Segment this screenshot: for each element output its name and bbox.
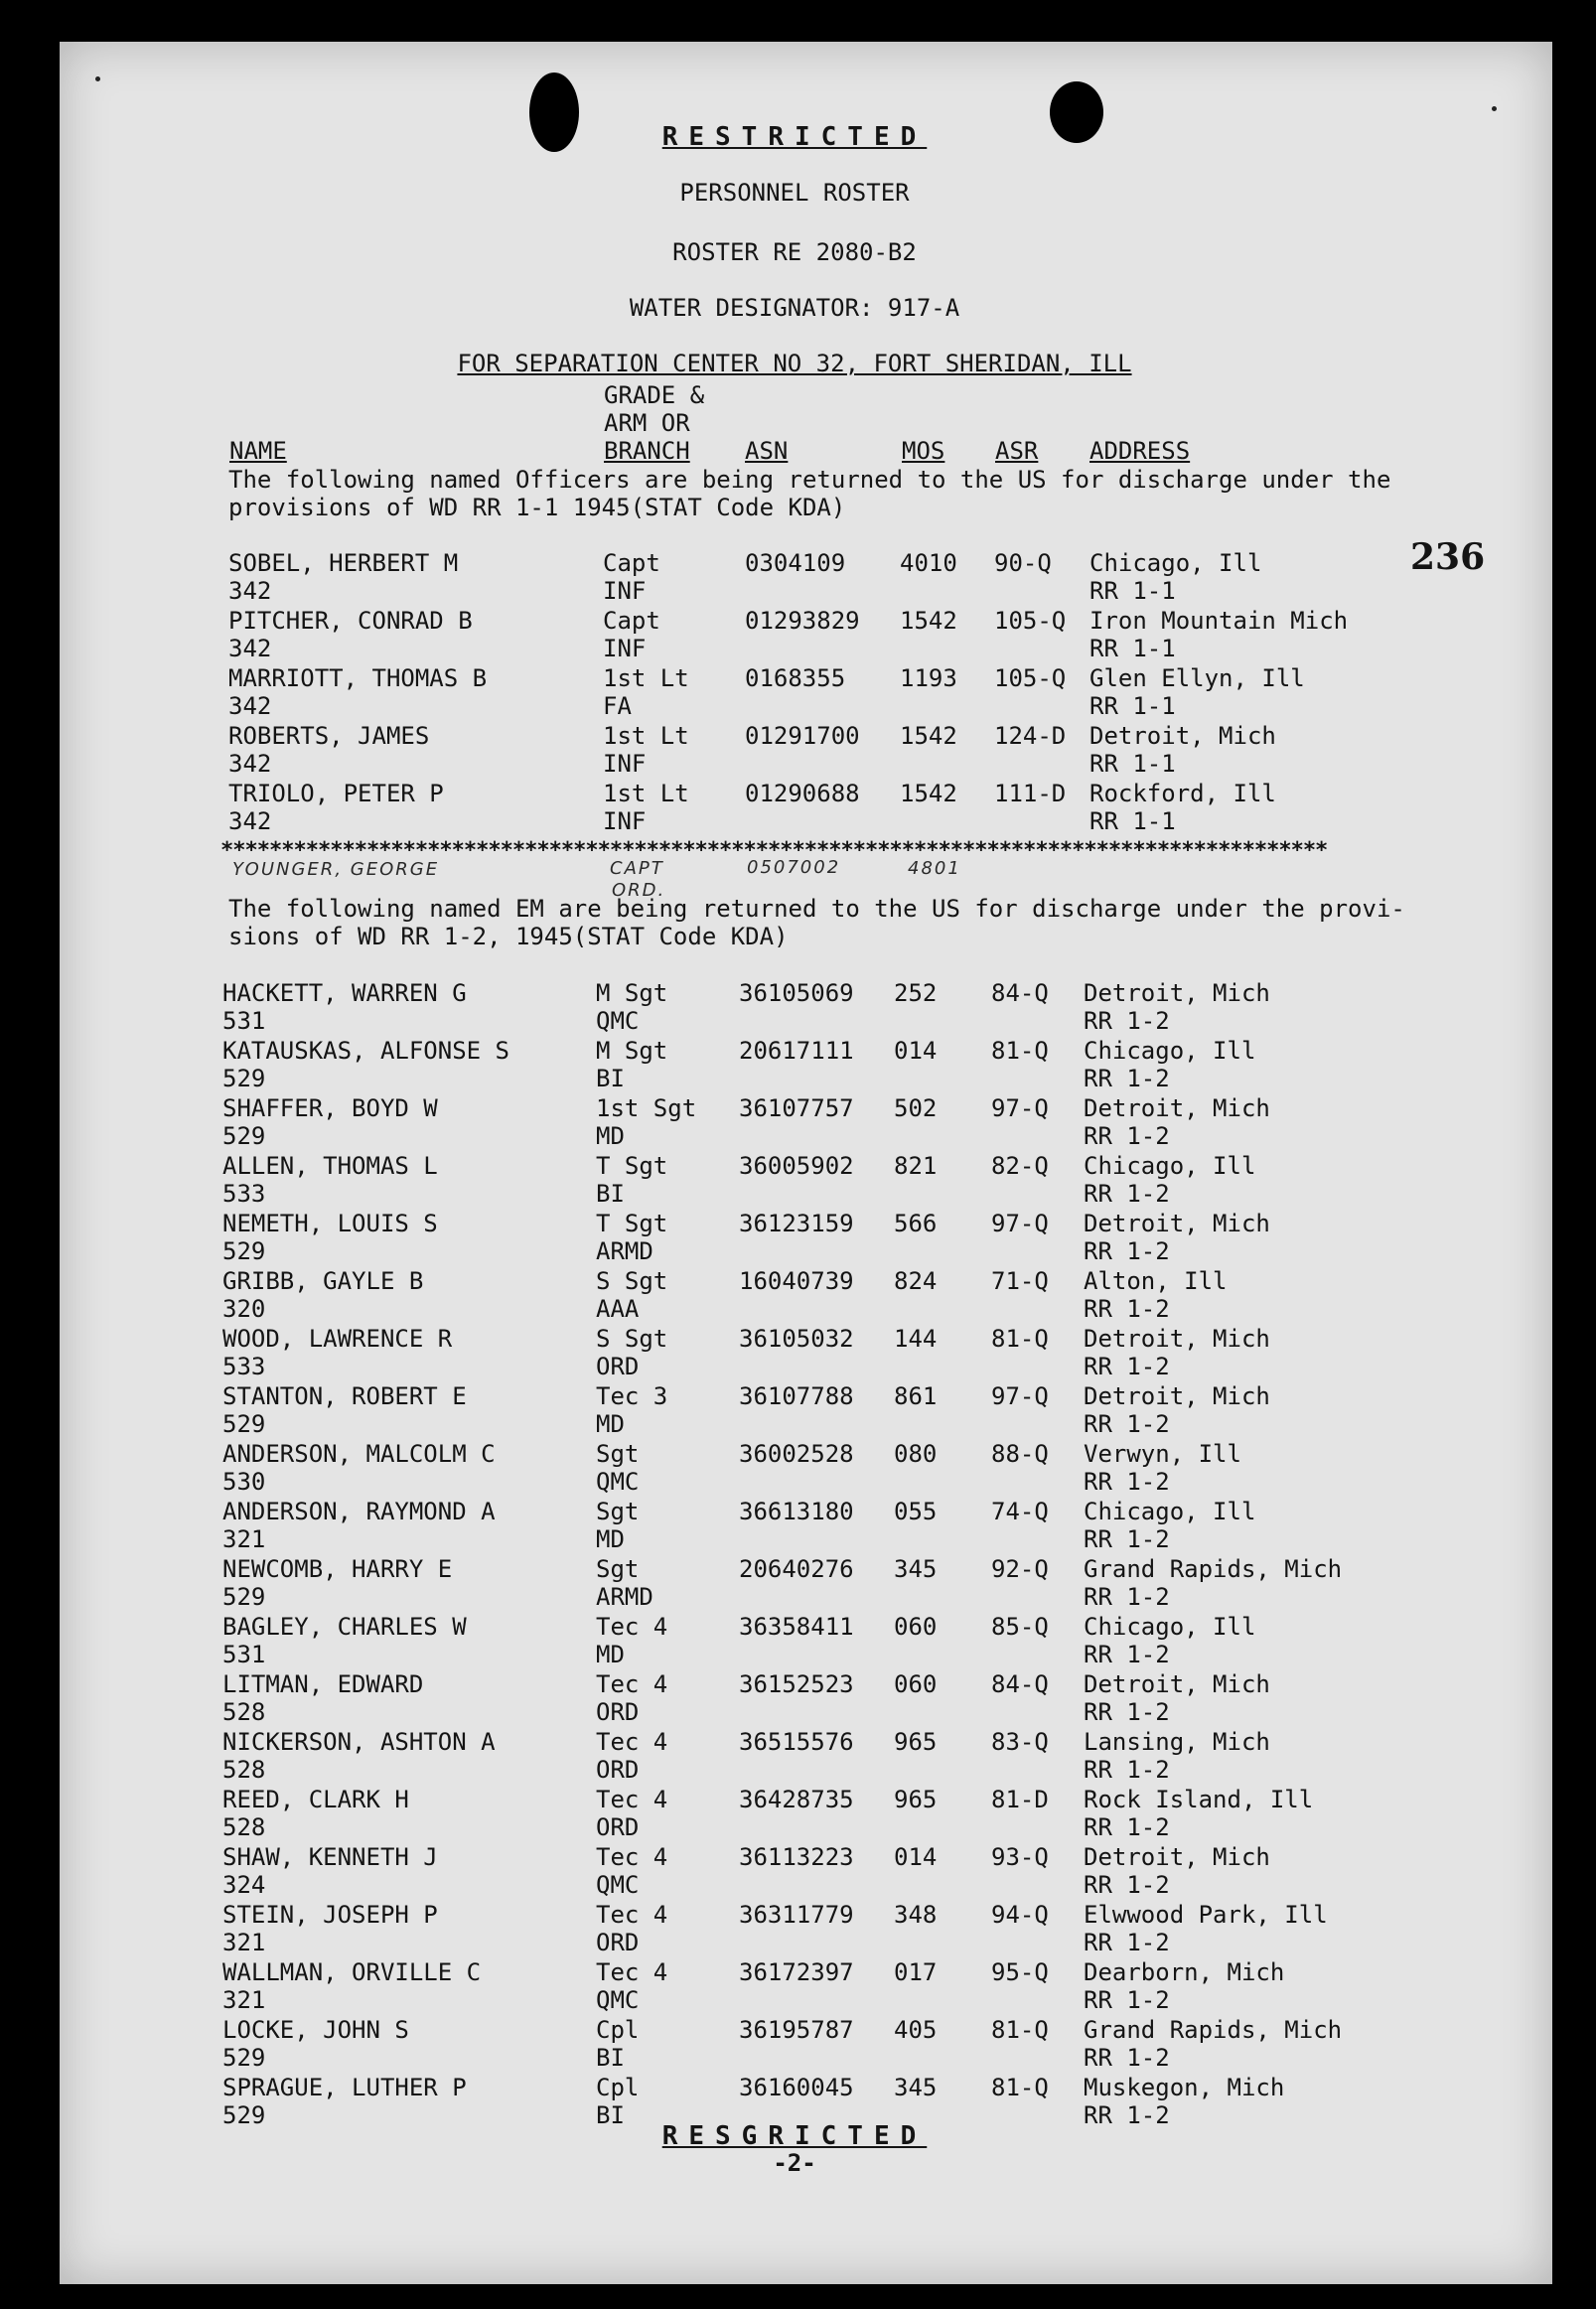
person-name: STEIN, JOSEPH P [222, 1901, 438, 1929]
grade: 1st Sgt [596, 1094, 697, 1122]
serial-number: 36002528 [739, 1440, 854, 1468]
rr-code: RR 1-1 [1089, 692, 1176, 720]
unit-code: 342 [228, 807, 272, 835]
grade: Cpl [596, 2016, 640, 2044]
grade: Capt [603, 607, 660, 635]
asr-score: 83-Q [991, 1728, 1049, 1756]
classification-header: RESTRICTED [661, 122, 928, 152]
asr-score: 81-Q [991, 1037, 1049, 1065]
rr-code: RR 1-1 [1089, 807, 1176, 835]
asr-score: 71-Q [991, 1267, 1049, 1295]
home-address: Detroit, Mich [1084, 979, 1270, 1007]
person-name: SPRAGUE, LUTHER P [222, 2074, 467, 2101]
handwritten-asn: 0507002 [747, 857, 841, 878]
home-address: Rockford, Ill [1089, 780, 1276, 807]
mos-code: 824 [894, 1267, 938, 1295]
rr-code: RR 1-2 [1084, 1641, 1170, 1668]
unit-code: 342 [228, 750, 272, 778]
grade: Sgt [596, 1440, 640, 1468]
unit-code: 342 [228, 692, 272, 720]
handwritten-name: YOUNGER, GEORGE [232, 859, 440, 880]
person-name: HACKETT, WARREN G [222, 979, 467, 1007]
home-address: Verwyn, Ill [1084, 1440, 1241, 1468]
asr-score: 85-Q [991, 1613, 1049, 1641]
grade: Tec 4 [596, 1728, 668, 1756]
rr-code: RR 1-2 [1084, 1698, 1170, 1726]
serial-number: 36160045 [739, 2074, 854, 2101]
serial-number: 36152523 [739, 1670, 854, 1698]
person-name: SHAFFER, BOYD W [222, 1094, 438, 1122]
serial-number: 36172397 [739, 1958, 854, 1986]
column-header-asr: ASR [995, 437, 1039, 465]
home-address: Grand Rapids, Mich [1084, 1555, 1343, 1583]
home-address: Chicago, Ill [1089, 549, 1262, 577]
branch: BI [596, 2101, 625, 2129]
mos-code: 965 [894, 1728, 938, 1756]
home-address: Chicago, Ill [1084, 1613, 1256, 1641]
unit-code: 528 [222, 1813, 266, 1841]
mos-code: 144 [894, 1325, 938, 1353]
home-address: Detroit, Mich [1084, 1094, 1270, 1122]
asr-score: 81-Q [991, 1325, 1049, 1353]
unit-code: 529 [222, 1122, 266, 1150]
grade: 1st Lt [603, 722, 689, 750]
rr-code: RR 1-2 [1084, 1525, 1170, 1553]
branch: ORD [596, 1929, 640, 1956]
grade: Tec 3 [596, 1382, 668, 1410]
person-name: TRIOLO, PETER P [228, 780, 444, 807]
page-number: -2- [773, 2149, 816, 2177]
rr-code: RR 1-2 [1084, 1065, 1170, 1092]
rr-code: RR 1-2 [1084, 1237, 1170, 1265]
branch: MD [596, 1525, 625, 1553]
mos-code: 060 [894, 1670, 938, 1698]
grade: S Sgt [596, 1267, 668, 1295]
mos-code: 017 [894, 1958, 938, 1986]
person-name: REED, CLARK H [222, 1786, 409, 1813]
unit-code: 533 [222, 1180, 266, 1208]
unit-code: 529 [222, 1065, 266, 1092]
grade: Tec 4 [596, 1958, 668, 1986]
mos-code: 348 [894, 1901, 938, 1929]
asr-score: 94-Q [991, 1901, 1049, 1929]
mos-code: 4010 [900, 549, 957, 577]
branch: ORD [596, 1756, 640, 1784]
rr-code: RR 1-2 [1084, 1813, 1170, 1841]
serial-number: 36613180 [739, 1498, 854, 1525]
serial-number: 0168355 [745, 664, 846, 692]
column-header-grade-3: BRANCH [604, 437, 690, 465]
serial-number: 36515576 [739, 1728, 854, 1756]
destination-line: FOR SEPARATION CENTER NO 32, FORT SHERIDAN, ILL [457, 350, 1132, 377]
home-address: Chicago, Ill [1084, 1037, 1256, 1065]
home-address: Dearborn, Mich [1084, 1958, 1285, 1986]
branch: ORD [596, 1353, 640, 1380]
branch: QMC [596, 1871, 640, 1899]
branch: INF [603, 577, 647, 605]
rr-code: RR 1-2 [1084, 1410, 1170, 1438]
mos-code: 1193 [900, 664, 957, 692]
unit-code: 529 [222, 1583, 266, 1611]
serial-number: 20617111 [739, 1037, 854, 1065]
rr-code: RR 1-1 [1089, 635, 1176, 662]
mos-code: 060 [894, 1613, 938, 1641]
grade: Capt [603, 549, 660, 577]
rr-code: RR 1-1 [1089, 577, 1176, 605]
rr-code: RR 1-1 [1089, 750, 1176, 778]
asr-score: 82-Q [991, 1152, 1049, 1180]
grade: Sgt [596, 1498, 640, 1525]
home-address: Detroit, Mich [1084, 1210, 1270, 1237]
home-address: Detroit, Mich [1084, 1670, 1270, 1698]
person-name: NEMETH, LOUIS S [222, 1210, 438, 1237]
unit-code: 320 [222, 1295, 266, 1323]
rr-code: RR 1-2 [1084, 2044, 1170, 2072]
serial-number: 16040739 [739, 1267, 854, 1295]
unit-code: 529 [222, 2101, 266, 2129]
grade: Cpl [596, 2074, 640, 2101]
column-header-asn: ASN [745, 437, 789, 465]
person-name: BAGLEY, CHARLES W [222, 1613, 467, 1641]
mos-code: 014 [894, 1037, 938, 1065]
mos-code: 1542 [900, 780, 957, 807]
mos-code: 252 [894, 979, 938, 1007]
serial-number: 36123159 [739, 1210, 854, 1237]
mos-code: 014 [894, 1843, 938, 1871]
rr-code: RR 1-2 [1084, 1986, 1170, 2014]
person-name: GRIBB, GAYLE B [222, 1267, 424, 1295]
branch: QMC [596, 1007, 640, 1035]
grade: Sgt [596, 1555, 640, 1583]
branch: INF [603, 807, 647, 835]
unit-code: 321 [222, 1986, 266, 2014]
separator-line: ******************************************************************************************* [220, 840, 1328, 862]
mos-code: 405 [894, 2016, 938, 2044]
unit-code: 530 [222, 1468, 266, 1496]
unit-code: 531 [222, 1007, 266, 1035]
unit-code: 529 [222, 1410, 266, 1438]
person-name: STANTON, ROBERT E [222, 1382, 467, 1410]
unit-code: 321 [222, 1525, 266, 1553]
column-header-grade-2: ARM OR [604, 409, 690, 437]
serial-number: 36107788 [739, 1382, 854, 1410]
serial-number: 36113223 [739, 1843, 854, 1871]
branch: ORD [596, 1813, 640, 1841]
branch: QMC [596, 1986, 640, 2014]
grade: Tec 4 [596, 1843, 668, 1871]
branch: INF [603, 750, 647, 778]
branch: MD [596, 1122, 625, 1150]
column-header-name: NAME [229, 437, 287, 465]
rr-code: RR 1-2 [1084, 1583, 1170, 1611]
asr-score: 74-Q [991, 1498, 1049, 1525]
asr-score: 97-Q [991, 1094, 1049, 1122]
serial-number: 36428735 [739, 1786, 854, 1813]
asr-score: 81-D [991, 1786, 1049, 1813]
unit-code: 529 [222, 1237, 266, 1265]
asr-score: 105-Q [994, 607, 1067, 635]
person-name: WOOD, LAWRENCE R [222, 1325, 453, 1353]
rr-code: RR 1-2 [1084, 2101, 1170, 2129]
mos-code: 1542 [900, 722, 957, 750]
handwritten-branch: ORD. [612, 880, 666, 901]
serial-number: 01291700 [745, 722, 860, 750]
branch: BI [596, 1180, 625, 1208]
home-address: Chicago, Ill [1084, 1152, 1256, 1180]
grade: S Sgt [596, 1325, 668, 1353]
grade: Tec 4 [596, 1670, 668, 1698]
home-address: Rock Island, Ill [1084, 1786, 1314, 1813]
asr-score: 81-Q [991, 2074, 1049, 2101]
mos-code: 055 [894, 1498, 938, 1525]
unit-code: 321 [222, 1929, 266, 1956]
person-name: PITCHER, CONRAD B [228, 607, 473, 635]
home-address: Glen Ellyn, Ill [1089, 664, 1305, 692]
column-header-grade-1: GRADE & [604, 381, 705, 409]
rr-code: RR 1-2 [1084, 1180, 1170, 1208]
serial-number: 36105069 [739, 979, 854, 1007]
page-stamp-number: 236 [1410, 536, 1486, 578]
serial-number: 36105032 [739, 1325, 854, 1353]
handwritten-mos: 4801 [908, 858, 961, 879]
mos-code: 502 [894, 1094, 938, 1122]
document-title: PERSONNEL ROSTER [679, 179, 910, 207]
grade: Tec 4 [596, 1786, 668, 1813]
grade: Tec 4 [596, 1901, 668, 1929]
grade: M Sgt [596, 979, 668, 1007]
mos-code: 965 [894, 1786, 938, 1813]
person-name: NICKERSON, ASHTON A [222, 1728, 496, 1756]
grade: Tec 4 [596, 1613, 668, 1641]
mos-code: 080 [894, 1440, 938, 1468]
serial-number: 20640276 [739, 1555, 854, 1583]
asr-score: 124-D [994, 722, 1067, 750]
person-name: NEWCOMB, HARRY E [222, 1555, 453, 1583]
grade: 1st Lt [603, 664, 689, 692]
serial-number: 36005902 [739, 1152, 854, 1180]
branch: MD [596, 1410, 625, 1438]
asr-score: 88-Q [991, 1440, 1049, 1468]
person-name: ROBERTS, JAMES [228, 722, 430, 750]
asr-score: 84-Q [991, 1670, 1049, 1698]
person-name: LITMAN, EDWARD [222, 1670, 424, 1698]
person-name: ANDERSON, RAYMOND A [222, 1498, 496, 1525]
home-address: Detroit, Mich [1084, 1325, 1270, 1353]
serial-number: 36311779 [739, 1901, 854, 1929]
rr-code: RR 1-2 [1084, 1756, 1170, 1784]
serial-number: 36195787 [739, 2016, 854, 2044]
asr-score: 93-Q [991, 1843, 1049, 1871]
branch: INF [603, 635, 647, 662]
mos-code: 345 [894, 1555, 938, 1583]
serial-number: 0304109 [745, 549, 846, 577]
officers-intro-line2: provisions of WD RR 1-1 1945(STAT Code KDA) [228, 494, 846, 521]
asr-score: 84-Q [991, 979, 1049, 1007]
unit-code: 324 [222, 1871, 266, 1899]
column-header-mos: MOS [902, 437, 945, 465]
roster-number: ROSTER RE 2080-B2 [672, 238, 917, 266]
rr-code: RR 1-2 [1084, 1871, 1170, 1899]
grade: T Sgt [596, 1152, 668, 1180]
unit-code: 533 [222, 1353, 266, 1380]
unit-code: 342 [228, 635, 272, 662]
rr-code: RR 1-2 [1084, 1353, 1170, 1380]
mos-code: 566 [894, 1210, 938, 1237]
person-name: SOBEL, HERBERT M [228, 549, 459, 577]
rr-code: RR 1-2 [1084, 1929, 1170, 1956]
person-name: LOCKE, JOHN S [222, 2016, 409, 2044]
handwritten-grade: CAPT [610, 858, 664, 879]
mos-code: 821 [894, 1152, 938, 1180]
mos-code: 345 [894, 2074, 938, 2101]
officers-intro-line1: The following named Officers are being returned to the US for discharge under the [228, 466, 1391, 494]
asr-score: 92-Q [991, 1555, 1049, 1583]
rr-code: RR 1-2 [1084, 1468, 1170, 1496]
rr-code: RR 1-2 [1084, 1122, 1170, 1150]
asr-score: 95-Q [991, 1958, 1049, 1986]
serial-number: 36358411 [739, 1613, 854, 1641]
home-address: Chicago, Ill [1084, 1498, 1256, 1525]
branch: ORD [596, 1698, 640, 1726]
home-address: Alton, Ill [1084, 1267, 1228, 1295]
home-address: Muskegon, Mich [1084, 2074, 1285, 2101]
asr-score: 111-D [994, 780, 1067, 807]
home-address: Detroit, Mich [1084, 1382, 1270, 1410]
person-name: KATAUSKAS, ALFONSE S [222, 1037, 509, 1065]
branch: AAA [596, 1295, 640, 1323]
asr-score: 105-Q [994, 664, 1067, 692]
unit-code: 529 [222, 2044, 266, 2072]
person-name: ALLEN, THOMAS L [222, 1152, 438, 1180]
unit-code: 528 [222, 1698, 266, 1726]
grade: M Sgt [596, 1037, 668, 1065]
branch: QMC [596, 1468, 640, 1496]
unit-code: 342 [228, 577, 272, 605]
home-address: Detroit, Mich [1089, 722, 1276, 750]
mos-code: 1542 [900, 607, 957, 635]
person-name: WALLMAN, ORVILLE C [222, 1958, 482, 1986]
unit-code: 531 [222, 1641, 266, 1668]
grade: 1st Lt [603, 780, 689, 807]
asr-score: 97-Q [991, 1210, 1049, 1237]
person-name: SHAW, KENNETH J [222, 1843, 438, 1871]
person-name: ANDERSON, MALCOLM C [222, 1440, 496, 1468]
branch: BI [596, 2044, 625, 2072]
asr-score: 81-Q [991, 2016, 1049, 2044]
em-intro-line2: sions of WD RR 1-2, 1945(STAT Code KDA) [228, 923, 789, 950]
branch: FA [603, 692, 632, 720]
home-address: Elwwood Park, Ill [1084, 1901, 1328, 1929]
water-designator: WATER DESIGNATOR: 917-A [629, 294, 960, 322]
home-address: Detroit, Mich [1084, 1843, 1270, 1871]
rr-code: RR 1-2 [1084, 1007, 1170, 1035]
home-address: Iron Mountain Mich [1089, 607, 1349, 635]
branch: ARMD [596, 1583, 653, 1611]
branch: MD [596, 1641, 625, 1668]
rr-code: RR 1-2 [1084, 1295, 1170, 1323]
person-name: MARRIOTT, THOMAS B [228, 664, 488, 692]
asr-score: 97-Q [991, 1382, 1049, 1410]
classification-footer: RESGRICTED [661, 2121, 928, 2151]
serial-number: 01290688 [745, 780, 860, 807]
branch: BI [596, 1065, 625, 1092]
home-address: Lansing, Mich [1084, 1728, 1270, 1756]
unit-code: 528 [222, 1756, 266, 1784]
column-header-address: ADDRESS [1089, 437, 1191, 465]
serial-number: 36107757 [739, 1094, 854, 1122]
grade: T Sgt [596, 1210, 668, 1237]
speck [1492, 106, 1497, 111]
asr-score: 90-Q [994, 549, 1052, 577]
em-intro-line1: The following named EM are being returned to the US for discharge under the provi- [228, 895, 1405, 923]
branch: ARMD [596, 1237, 653, 1265]
speck [95, 76, 100, 81]
mos-code: 861 [894, 1382, 938, 1410]
serial-number: 01293829 [745, 607, 860, 635]
home-address: Grand Rapids, Mich [1084, 2016, 1343, 2044]
